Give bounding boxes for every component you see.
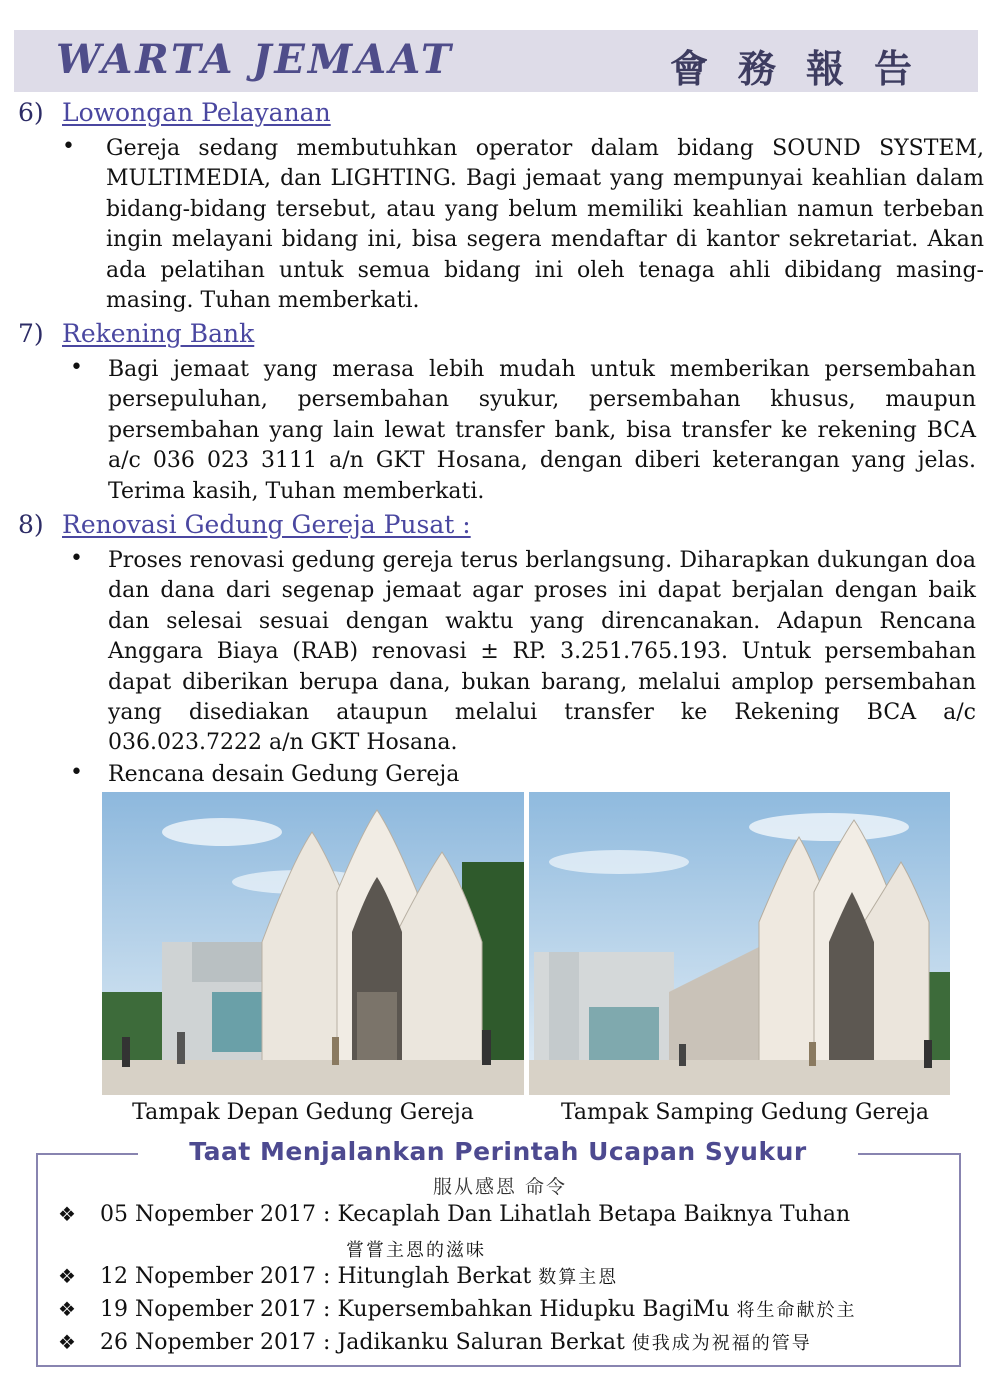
bullet-icon: • [62,134,75,159]
section-number: 8) [18,510,44,539]
section-heading-8 [18,510,471,539]
section-number: 6) [18,98,44,127]
schedule-title: Kupersembahkan Hidupku BagiMu [337,1297,730,1322]
header-title-cjk: 會務報告 [669,47,942,91]
section-paragraph: Proses renovasi gedung gereja terus berlangsung. Diharapkan dukungan doa dan dana dari segenap jemaat agar proses ini dapat berjalan dengan baik dan selesai sesuai dengan waktu yang direncanakan. Adapun Rencana Anggara Biaya (RAB) renovasi ± RP. 3.251.765.193. Untuk persembahan dapat diberikan berupa dana, bukan barang, melalui amplop persembahan yang disediakan ataupun melalui transfer ke Rekening BCA a/c 036.023.7222 a/n GKT Hosana. [108,548,976,756]
section-number: 7) [18,319,44,348]
header-title: WARTA JEMAAT [56,36,454,83]
page-header [14,30,978,92]
section-title: Renovasi Gedung Gereja Pusat : [62,510,471,539]
diamond-bullet-icon: ❖ [58,1202,76,1226]
image-caption-side: Tampak Samping Gedung Gereja [560,1100,930,1125]
schedule-item [58,1296,857,1322]
diamond-bullet-icon: ❖ [58,1330,76,1354]
schedule-date: 12 Nopember 2017 : [100,1264,331,1289]
section-title: Lowongan Pelayanan [62,98,331,127]
schedule-title-cjk: 嘗嘗主恩的滋味 [346,1240,486,1261]
schedule-item [58,1263,618,1289]
diamond-bullet-icon: ❖ [58,1297,76,1321]
church-side-view-image [529,792,950,1095]
section-heading-6 [18,98,331,127]
schedule-date: 19 Nopember 2017 : [100,1297,331,1322]
schedule-item [58,1202,850,1227]
section-paragraph: Gereja sedang membutuhkan operator dalam bidang SOUND SYSTEM, MULTIMEDIA, dan LIGHTING. Bagi jemaat yang mempunyai keahlian dalam bidang-bidang tersebut, atau yang belum memiliki keahlian namun terbeban ingin melayani bidang ini, bisa segera mendaftar di kantor sekretariat. Akan ada pelatihan untuk semua bidang ini oleh tenaga ahli dibidang masing-masing. Tuhan memberkati. [106,136,984,314]
bullet-icon: • [70,760,83,785]
bullet-icon: • [70,355,83,380]
diamond-bullet-icon: ❖ [58,1264,76,1288]
schedule-title: Hitunglah Berkat [337,1264,532,1289]
theme-box-subtitle-cjk: 服从感恩 命令 [432,1176,568,1198]
schedule-title-cjk: 使我成为祝福的管导 [631,1333,812,1354]
schedule-title: Kecaplah Dan Lihatlah Betapa Baiknya Tuhan [337,1202,851,1227]
theme-box-title: Taat Menjalankan Perintah Ucapan Syukur [138,1137,858,1166]
schedule-date: 05 Nopember 2017 : [100,1202,331,1227]
section-title: Rekening Bank [62,319,255,348]
schedule-date: 26 Nopember 2017 : [100,1330,331,1355]
schedule-title-cjk: 将生命献於主 [736,1300,857,1321]
church-front-view-image [102,792,524,1095]
section-paragraph: Rencana desain Gedung Gereja [108,762,460,787]
schedule-title: Jadikanku Saluran Berkat [337,1330,625,1355]
section-heading-7 [18,319,254,348]
schedule-item [58,1329,812,1355]
schedule-title-cjk: 数算主恩 [538,1267,619,1288]
bullet-icon: • [70,546,83,571]
section-paragraph: Bagi jemaat yang merasa lebih mudah untuk memberikan persembahan persepuluhan, persembahan syukur, persembahan khusus, maupun persembahan yang lain lewat transfer bank, bisa transfer ke rekening BCA a/c 036 023 3111 a/n GKT Hosana, dengan diberi keterangan yang jelas. Terima kasih, Tuhan memberkati. [108,357,976,504]
image-caption-front: Tampak Depan Gedung Gereja [132,1100,474,1125]
